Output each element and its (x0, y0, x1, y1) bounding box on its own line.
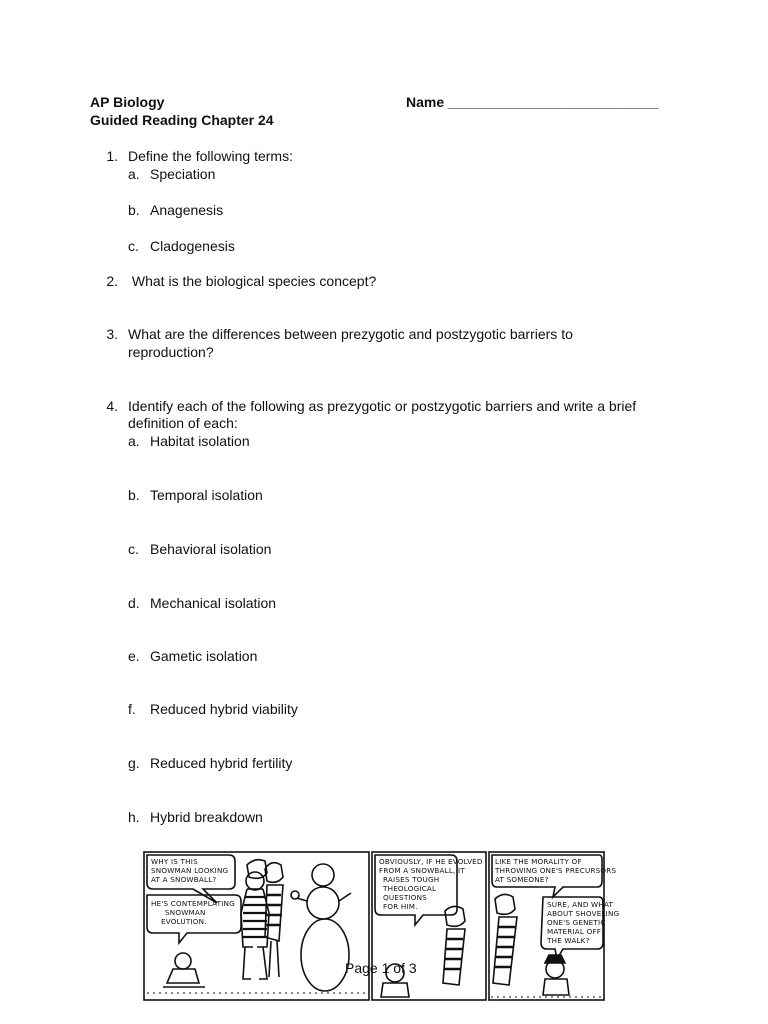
comic-text-line: ONE'S GENETIC (547, 918, 606, 927)
comic-text-line: FROM A SNOWBALL, IT (379, 866, 465, 875)
comic-text-line: ABOUT SHOVELING (547, 909, 620, 918)
item-letter: h. (128, 809, 140, 825)
question-number: 3. (106, 326, 118, 342)
calvin-figure (543, 955, 569, 995)
question-number: 4. (106, 398, 118, 414)
question-text-line-1: What are the differences between prezygotic and postzygotic barriers to (128, 326, 573, 342)
comic-text-line: OBVIOUSLY, IF HE EVOLVED (379, 857, 483, 866)
item-text: Cladogenesis (150, 238, 235, 254)
item-letter: b. (128, 487, 140, 503)
comic-text-line: FOR HIM. (383, 902, 418, 911)
item-letter: c. (128, 238, 139, 254)
item-text: Gametic isolation (150, 648, 258, 664)
question-text-line-1: Identify each of the following as prezygotic or postzygotic barriers and write a brief (128, 398, 637, 414)
item-letter: b. (128, 202, 140, 218)
comic-strip (143, 851, 620, 1001)
item-text: Mechanical isolation (150, 595, 277, 611)
question-text: What is the biological species concept? (128, 273, 377, 289)
hobbes-figure (443, 906, 465, 985)
item-letter: a. (128, 433, 140, 449)
item-text: Behavioral isolation (150, 541, 272, 557)
comic-text-line: AT A SNOWBALL? (151, 875, 217, 884)
comic-text-line: QUESTIONS (383, 893, 427, 902)
comic-text-line: MATERIAL OFF (547, 927, 602, 936)
item-letter: e. (128, 648, 140, 664)
item-letter: g. (128, 755, 140, 771)
question-text: Define the following terms: (128, 148, 293, 164)
calvin-figure (241, 860, 269, 979)
item-text: Hybrid breakdown (150, 809, 263, 825)
question-text-line-2: reproduction? (128, 344, 214, 360)
item-letter: f. (128, 701, 136, 717)
question-number: 1. (106, 148, 118, 164)
comic-text-line: LIKE THE MORALITY OF (495, 857, 582, 866)
item-letter: c. (128, 541, 139, 557)
item-text: Anagenesis (150, 202, 224, 218)
item-text: Habitat isolation (150, 433, 250, 449)
kid-figure (163, 953, 205, 987)
page-number: Page 1 of 3 (345, 960, 417, 976)
item-letter: a. (128, 166, 140, 182)
comic-text-line: SNOWMAN (165, 908, 206, 917)
comic-text-line: THROWING ONE'S PRECURSORS (495, 866, 617, 875)
comic-text-line: WHY IS THIS (151, 857, 198, 866)
hobbes-figure (493, 894, 517, 985)
comic-text-line: SNOWMAN LOOKING (151, 866, 229, 875)
comic-text-line: EVOLUTION. (161, 917, 207, 926)
course-title: AP Biology (90, 94, 165, 110)
question-number: 2. (106, 273, 118, 289)
comic-text-line: HE'S CONTEMPLATING (151, 899, 235, 908)
item-text: Speciation (150, 166, 216, 182)
item-text: Temporal isolation (150, 487, 263, 503)
comic-text-line: THE WALK? (547, 936, 590, 945)
comic-strip-drawing (143, 851, 620, 1001)
name-field-label: Name ___________________________ (406, 94, 659, 110)
comic-text-line: THEOLOGICAL (383, 884, 437, 893)
item-text: Reduced hybrid fertility (150, 755, 293, 771)
item-letter: d. (128, 595, 140, 611)
question-text-line-2: definition of each: (128, 415, 238, 431)
comic-text-line: RAISES TOUGH (383, 875, 440, 884)
comic-text-line: AT SOMEONE? (495, 875, 549, 884)
hobbes-figure (265, 863, 283, 977)
item-text: Reduced hybrid viability (150, 701, 298, 717)
worksheet-subtitle: Guided Reading Chapter 24 (90, 112, 274, 128)
snowman-figure (291, 864, 351, 991)
comic-text-line: SURE, AND WHAT (547, 900, 614, 909)
